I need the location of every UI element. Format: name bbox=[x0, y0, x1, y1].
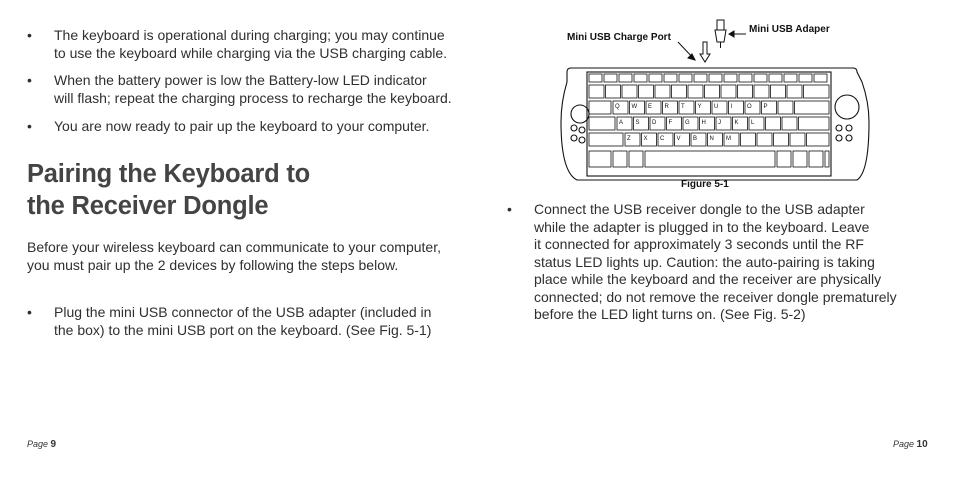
keyboard-key bbox=[672, 85, 687, 98]
intro-paragraph bbox=[27, 239, 457, 274]
key-label: R bbox=[664, 104, 669, 110]
key-label: M bbox=[726, 136, 731, 142]
keyboard-key bbox=[694, 74, 707, 82]
keyboard-key bbox=[709, 74, 722, 82]
keyboard-key bbox=[705, 85, 720, 98]
bullet-line: the box) to the mini USB port on the keyboard. (See Fig. 5-1) bbox=[54, 321, 432, 338]
bullet-line: You are now ready to pair up the keyboard to your computer. bbox=[54, 118, 430, 134]
keyboard-key bbox=[739, 74, 752, 82]
keyboard-key bbox=[799, 117, 830, 130]
figure-caption: Figure 5-1 bbox=[681, 179, 729, 190]
keyboard-key bbox=[777, 151, 791, 167]
bullet-line: place while the keyboard and the receiver are physically bbox=[534, 271, 882, 287]
keyboard-key bbox=[741, 133, 756, 146]
key-label: Y bbox=[697, 104, 702, 110]
right-page bbox=[477, 0, 954, 477]
bullet-dot: • bbox=[27, 118, 32, 134]
port-down-arrow-icon bbox=[700, 42, 710, 62]
keyboard-key bbox=[757, 133, 772, 146]
keyboard-key bbox=[619, 74, 632, 82]
keyboard-key bbox=[809, 151, 823, 167]
keyboard-key bbox=[787, 85, 802, 98]
keyboard-key bbox=[769, 74, 782, 82]
keyboard-key bbox=[604, 74, 617, 82]
key-label: S bbox=[635, 120, 640, 126]
bullet-line: Plug the mini USB connector of the USB adapter (included in bbox=[54, 304, 432, 320]
page-number: 10 bbox=[916, 439, 928, 450]
keyboard-key bbox=[679, 74, 692, 82]
keyboard-key bbox=[782, 117, 797, 130]
bullet-dot: • bbox=[27, 72, 32, 88]
bullet-dot: • bbox=[27, 304, 32, 320]
keyboard-key bbox=[774, 133, 789, 146]
key-label: Z bbox=[627, 136, 631, 142]
keyboard-key bbox=[639, 85, 654, 98]
keyboard-key bbox=[589, 133, 623, 146]
page-number-right bbox=[893, 439, 928, 450]
keyboard-key bbox=[645, 151, 775, 167]
label-mini-usb-charge-port: Mini USB Charge Port bbox=[567, 32, 671, 43]
keyboard-key bbox=[807, 133, 830, 146]
bullet-line: connected; do not remove the receiver dongle prematurely bbox=[534, 288, 897, 305]
keyboard-key bbox=[664, 74, 677, 82]
keyboard-key bbox=[754, 74, 767, 82]
bullet-line: Connect the USB receiver dongle to the USB adapter bbox=[534, 201, 865, 217]
keyboard-key bbox=[589, 151, 611, 167]
key-label: T bbox=[681, 104, 685, 110]
key-label: Q bbox=[615, 104, 620, 110]
keyboard-key bbox=[613, 151, 627, 167]
paragraph-line: Before your wireless keyboard can communicate to your computer, bbox=[27, 239, 441, 255]
key-label: E bbox=[648, 104, 653, 110]
bullet-line: will flash; repeat the charging process to recharge the keyboard. bbox=[54, 89, 452, 106]
keyboard-key bbox=[622, 85, 637, 98]
key-label: I bbox=[730, 104, 733, 110]
keyboard-key bbox=[784, 74, 797, 82]
keyboard-key bbox=[724, 74, 737, 82]
key-label: N bbox=[709, 136, 714, 142]
bullet-line: When the battery power is low the Battery-low LED indicator bbox=[54, 72, 427, 88]
keyboard-key bbox=[825, 151, 829, 167]
key-grid bbox=[589, 74, 829, 167]
key-label: G bbox=[685, 120, 690, 126]
keyboard-key bbox=[649, 74, 662, 82]
port-pointer-icon bbox=[678, 42, 695, 60]
keyboard-key bbox=[634, 74, 647, 82]
bullet-line: while the adapter is plugged in to the keyboard. Leave bbox=[534, 218, 870, 235]
keyboard-key bbox=[766, 117, 781, 130]
keyboard-key bbox=[655, 85, 670, 98]
key-label: O bbox=[747, 104, 752, 110]
keyboard-key bbox=[799, 74, 812, 82]
page-label: Page bbox=[893, 439, 915, 449]
bullet-line: to use the keyboard while charging via the USB charging cable. bbox=[54, 44, 448, 61]
keyboard-key bbox=[738, 85, 753, 98]
keyboard-key bbox=[778, 101, 793, 114]
keyboard-key bbox=[688, 85, 703, 98]
page-number-left bbox=[27, 439, 56, 450]
keyboard-key bbox=[754, 85, 769, 98]
label-mini-usb-adapter: Mini USB Adaper bbox=[749, 24, 830, 35]
keyboard-key bbox=[795, 101, 830, 114]
key-label: V bbox=[676, 136, 681, 142]
keyboard-key bbox=[589, 117, 615, 130]
keyboard-key bbox=[589, 85, 604, 98]
key-label: C bbox=[660, 136, 665, 142]
paragraph-line: you must pair up the 2 devices by following the steps below. bbox=[27, 256, 399, 273]
heading-line: Pairing the Keyboard to bbox=[27, 160, 311, 188]
bullet-dot: • bbox=[507, 201, 512, 217]
key-label: J bbox=[718, 120, 721, 126]
key-label: F bbox=[668, 120, 673, 126]
key-label: P bbox=[763, 104, 768, 110]
key-label: K bbox=[734, 120, 739, 126]
bullet-dot: • bbox=[27, 27, 32, 43]
keyboard-key bbox=[589, 74, 602, 82]
keyboard-key bbox=[606, 85, 621, 98]
adapter-arrow-icon bbox=[729, 31, 746, 37]
figure-keyboard bbox=[557, 12, 877, 192]
keyboard-key bbox=[771, 85, 786, 98]
bullet-line: status LED lights up. Caution: the auto-pairing is taking bbox=[534, 253, 875, 270]
bullet-line: it connected for approximately 3 seconds until the RF bbox=[534, 236, 864, 252]
heading-line: the Receiver Dongle bbox=[27, 192, 269, 220]
keyboard-key bbox=[804, 85, 830, 98]
key-label: D bbox=[652, 120, 657, 126]
bullet-line: The keyboard is operational during charging; you may continue bbox=[54, 27, 445, 43]
key-label: H bbox=[701, 120, 706, 126]
section-heading bbox=[27, 158, 447, 222]
key-label: W bbox=[631, 104, 638, 110]
keyboard-key bbox=[790, 133, 805, 146]
key-label: B bbox=[693, 136, 698, 142]
usb-adapter-icon bbox=[715, 20, 726, 48]
keyboard-key bbox=[814, 74, 827, 82]
keyboard-key bbox=[793, 151, 807, 167]
key-label: U bbox=[714, 104, 719, 110]
keyboard-key bbox=[721, 85, 736, 98]
page-label: Page bbox=[27, 439, 49, 449]
key-label: L bbox=[751, 120, 755, 126]
key-label: X bbox=[643, 136, 648, 142]
bullet-line: before the LED light turns on. (See Fig. 5-2) bbox=[534, 306, 806, 322]
key-label: A bbox=[619, 120, 624, 126]
keyboard-key bbox=[629, 151, 643, 167]
page-number: 9 bbox=[50, 439, 57, 450]
keyboard-key bbox=[589, 101, 611, 114]
